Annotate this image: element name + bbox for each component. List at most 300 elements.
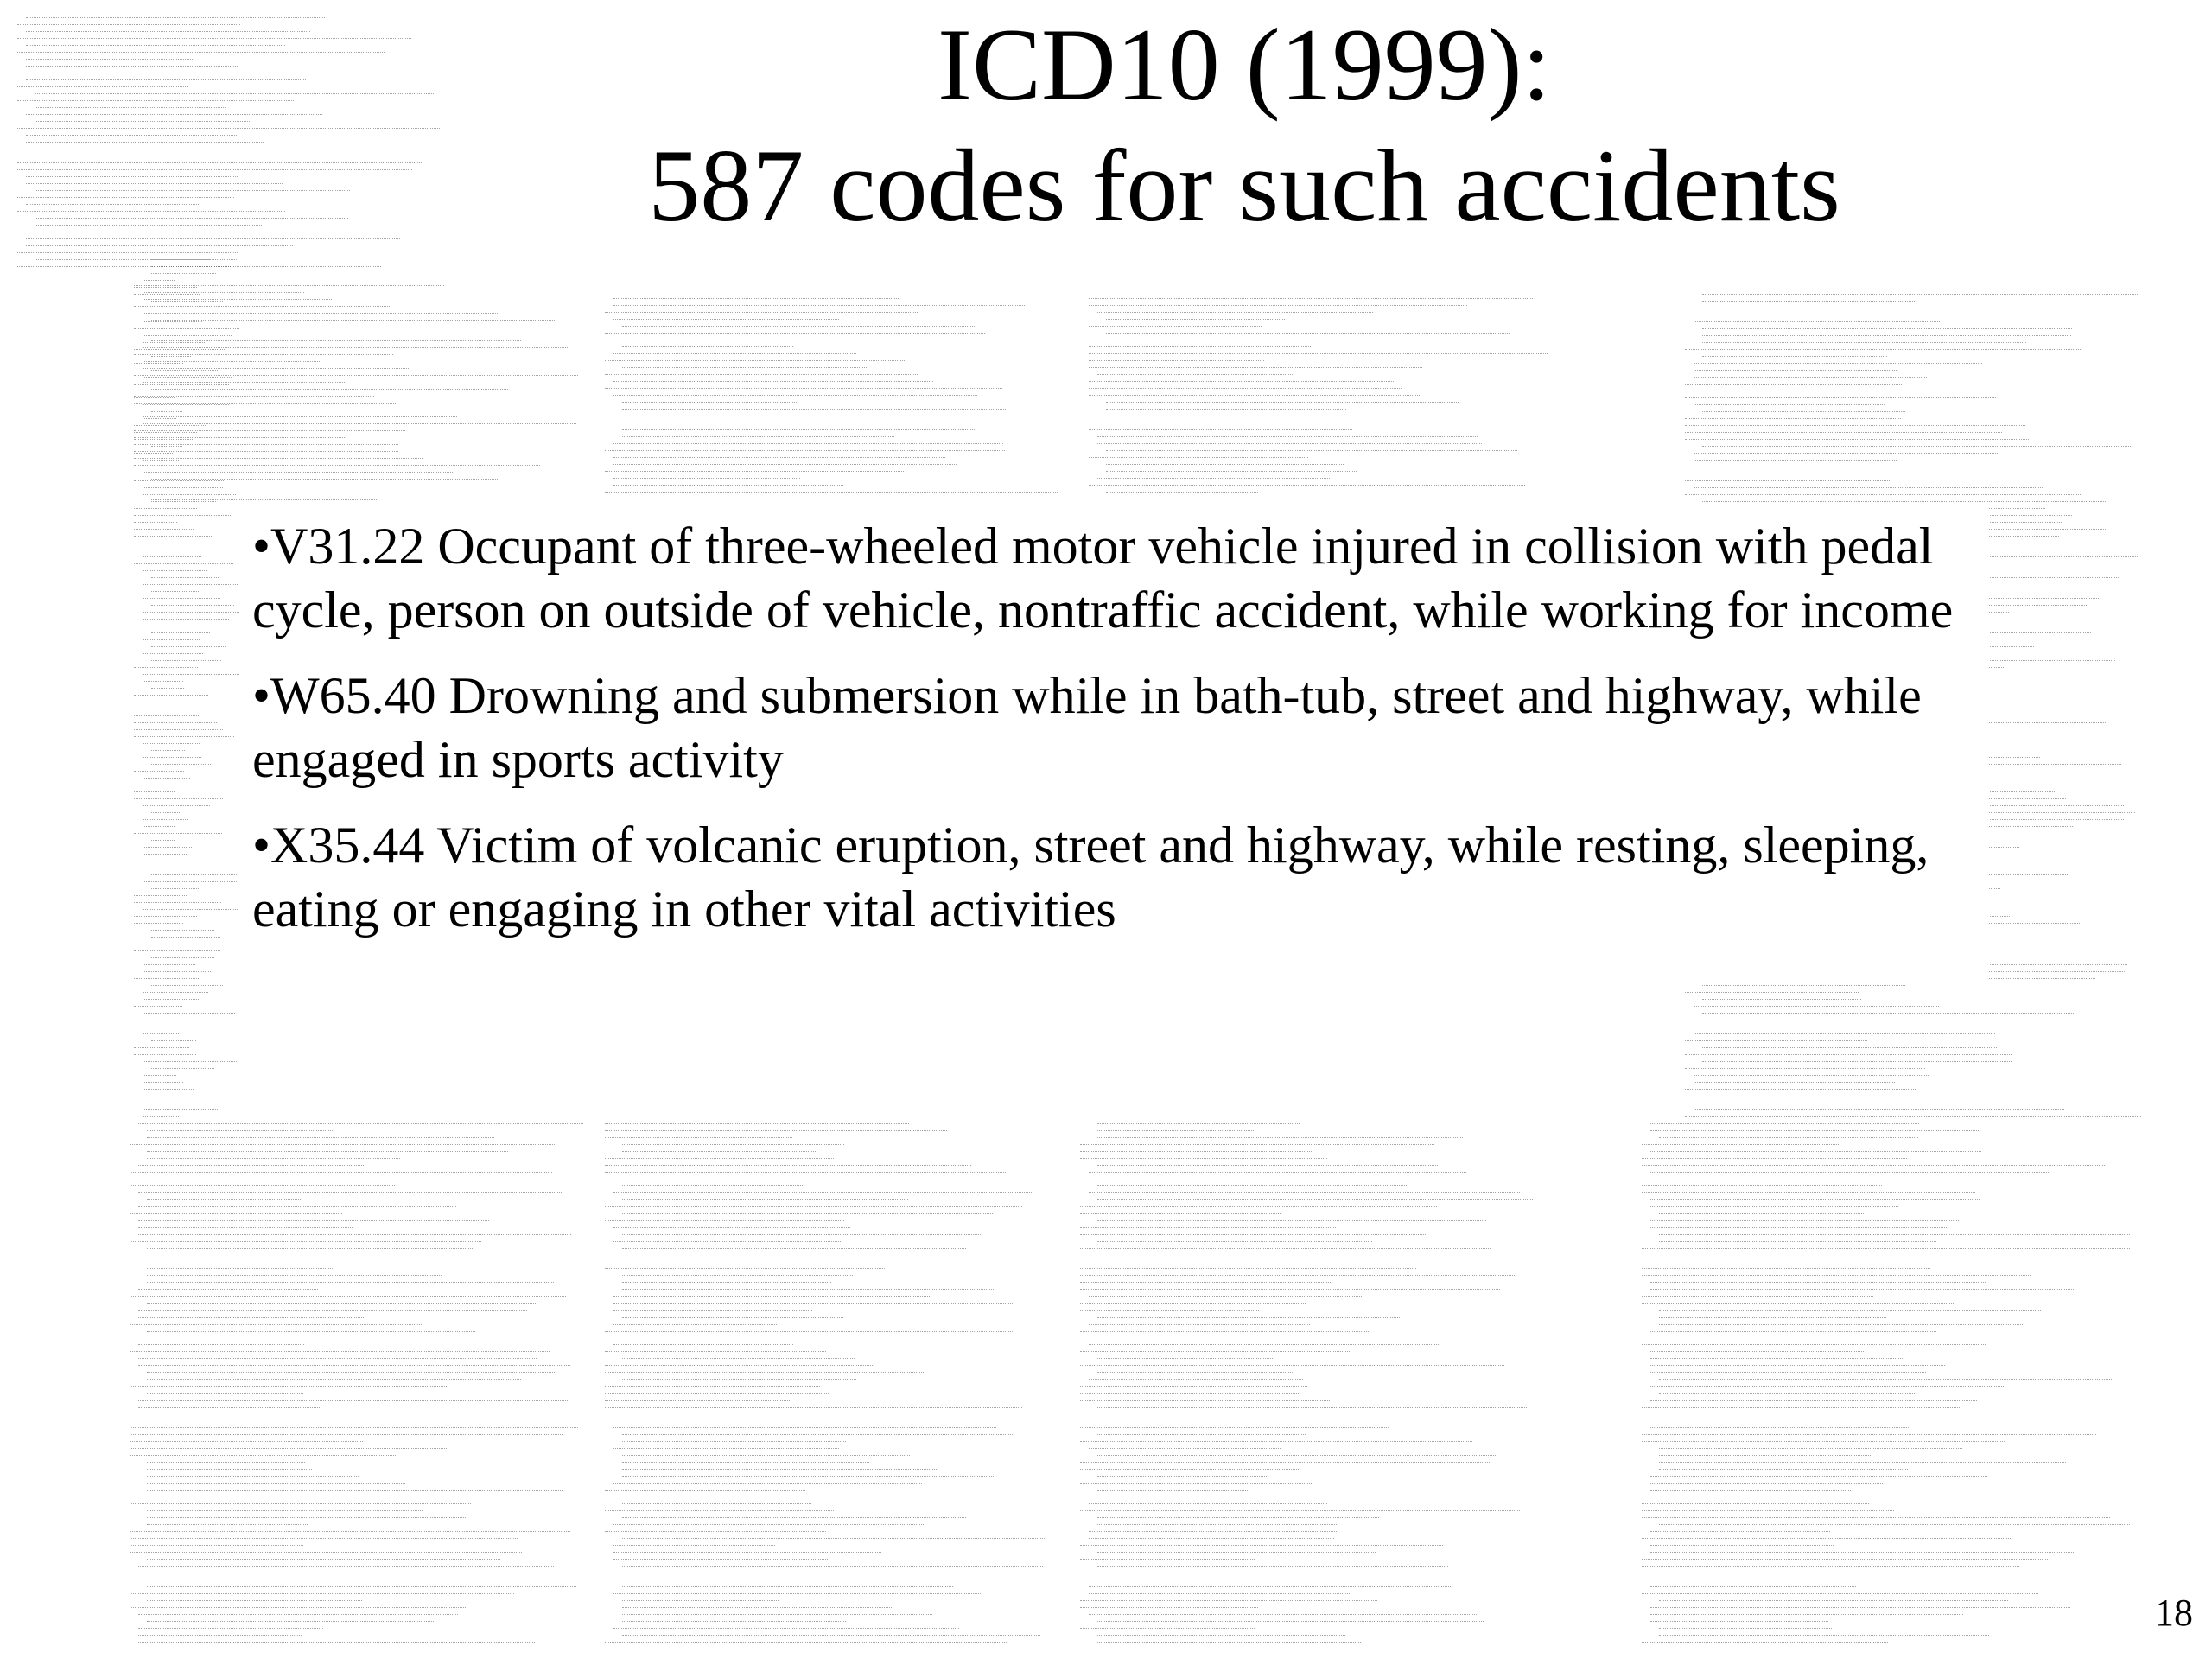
background-code-line [1650, 1421, 1905, 1427]
bullet-text: W65.40 Drowning and submersion while in bath-tub, street and highway, while engaged in sports activity [252, 667, 1922, 788]
background-code-line [143, 1089, 194, 1096]
background-code-line [1659, 1524, 2130, 1531]
background-code-line [1106, 471, 1357, 478]
background-code-line [1089, 1586, 1451, 1593]
background-code-line [138, 1206, 456, 1213]
background-code-line [143, 612, 239, 619]
background-code-line [622, 1151, 817, 1158]
background-code-line [1659, 1213, 1864, 1220]
background-code-line [1642, 1407, 1960, 1414]
background-code-line [143, 639, 200, 646]
background-code-line [1694, 377, 1927, 384]
background-code-line [26, 238, 400, 245]
background-code-line [1089, 1192, 1520, 1199]
background-code-line [130, 1338, 517, 1344]
background-code-line [147, 1421, 483, 1427]
background-code-line [622, 1469, 937, 1476]
background-code-line [622, 1517, 966, 1524]
background-code-line [138, 1358, 537, 1365]
background-code-line [605, 1351, 826, 1358]
bullet-text: V31.22 Occupant of three-wheeled motor vehicle injured in collision with pedal cycle, person on outside of vehicle, nontraffic accident, while working for income [252, 518, 1954, 639]
background-code-line [1080, 1400, 1330, 1407]
background-code-line [1685, 1027, 2034, 1033]
background-code-line [1089, 388, 1402, 395]
background-code-line [1097, 1476, 1267, 1483]
background-code-line [1685, 425, 2025, 432]
background-code-line [1650, 1552, 2075, 1559]
background-code-line [26, 31, 310, 38]
background-code-line [134, 798, 223, 805]
background-code-line [613, 1448, 839, 1455]
background-code-line [35, 218, 348, 225]
background-code-line [143, 1103, 188, 1109]
background-code-line [622, 1282, 831, 1289]
background-code-line [130, 1262, 373, 1268]
background-code-line [130, 1448, 447, 1455]
background-code-line [147, 1130, 333, 1137]
background-code-line [1650, 1386, 2005, 1393]
background-code-line [1650, 1427, 1910, 1434]
background-code-line [1702, 328, 2072, 335]
background-code-line [1659, 1234, 2130, 1241]
background-code-line [1642, 1192, 1975, 1199]
background-code-line [622, 1358, 855, 1365]
background-code-line [147, 1621, 434, 1628]
background-code-line [134, 396, 374, 403]
background-code-line [130, 1144, 555, 1151]
background-code-line [134, 522, 177, 529]
background-code-line [1650, 1531, 1830, 1538]
background-code-line [1650, 1151, 1981, 1158]
background-code-line [1642, 1275, 2031, 1282]
background-code-line [134, 833, 222, 840]
background-code-line [1089, 326, 1262, 333]
background-code-line [605, 1165, 971, 1172]
background-code-line [605, 1407, 1022, 1414]
background-code-line [622, 1199, 908, 1206]
background-code-line [1080, 1268, 1416, 1275]
background-code-line [1685, 397, 1996, 404]
background-code-line [622, 1255, 805, 1262]
background-code-line [1642, 1580, 2012, 1586]
background-code-line [1097, 374, 1293, 381]
background-code-line [613, 1580, 999, 1586]
background-code-line [130, 1386, 447, 1393]
background-code-line [1685, 494, 2082, 501]
background-code-line [1650, 1573, 2110, 1580]
background-code-line [622, 1538, 1045, 1545]
background-code-line [1702, 301, 1915, 308]
background-code-line [1080, 1607, 1258, 1614]
background-code-line [613, 1227, 850, 1234]
background-code-line [1097, 1635, 1345, 1642]
background-code-line [134, 722, 217, 729]
background-code-line [26, 183, 283, 190]
background-code-line [613, 1427, 996, 1434]
background-code-line [1650, 1490, 1851, 1497]
background-code-line [1650, 1220, 1959, 1227]
background-code-line [1097, 1552, 1376, 1559]
background-code-line [1650, 1331, 1936, 1338]
background-code-line [1080, 1338, 1434, 1344]
background-code-line [613, 1552, 881, 1559]
background-code-line [151, 334, 592, 340]
background-code-list-top-left [17, 17, 467, 276]
background-code-line [138, 1635, 302, 1642]
background-code-line [1694, 370, 1897, 377]
background-code-line [1097, 1199, 1533, 1206]
background-code-line [613, 1324, 777, 1331]
background-code-line [130, 1538, 518, 1545]
background-code-line [1097, 1621, 1484, 1628]
background-code-line [134, 465, 540, 472]
background-code-line [1659, 1469, 1908, 1476]
background-code-line [26, 232, 308, 238]
background-code-line [147, 1559, 500, 1566]
background-code-line [1694, 453, 1999, 460]
background-code-line [1659, 1379, 2113, 1386]
background-code-line [147, 1151, 508, 1158]
background-code-line [1642, 1434, 2096, 1441]
background-code-line [147, 1331, 475, 1338]
background-code-line [138, 1407, 320, 1414]
background-code-line [622, 1503, 811, 1510]
background-code-line [1702, 467, 2008, 474]
background-code-line [1694, 460, 1897, 467]
background-code-line [134, 695, 208, 702]
background-code-line [130, 1441, 363, 1448]
background-code-line [1097, 1421, 1451, 1427]
background-code-line [17, 128, 440, 135]
background-code-line [134, 430, 405, 437]
background-code-line [1080, 1213, 1281, 1220]
background-code-line [1089, 499, 1349, 505]
background-code-line [147, 1137, 494, 1144]
background-code-line [1650, 1179, 1893, 1185]
background-code-line [143, 292, 304, 299]
background-code-line [1089, 1538, 1334, 1545]
background-code-line [147, 1586, 576, 1593]
background-code-line [1089, 1503, 1327, 1510]
background-code-line [1089, 1262, 1288, 1268]
background-code-line [1702, 1047, 1997, 1054]
background-code-line [1685, 1020, 1946, 1027]
background-code-line [134, 916, 197, 923]
background-code-line [151, 1020, 235, 1027]
background-code-line [143, 819, 188, 826]
background-code-line [1694, 1075, 1929, 1082]
background-code-line [605, 1400, 791, 1407]
background-code-line [613, 305, 1025, 312]
background-code-line [605, 340, 906, 346]
background-code-line [1659, 1241, 1936, 1248]
background-code-line [1097, 1165, 1438, 1172]
background-code-line [1642, 1165, 2105, 1172]
background-code-line [1097, 1649, 1249, 1656]
background-code-line [143, 598, 220, 605]
background-code-line [1685, 1089, 1916, 1096]
background-code-line [134, 354, 393, 361]
background-code-line [134, 702, 175, 709]
background-code-line [605, 1268, 885, 1275]
background-code-line [134, 868, 215, 874]
background-code-line [134, 410, 378, 416]
background-code-line [1080, 1427, 1389, 1434]
background-code-line [1097, 478, 1330, 485]
background-code-line [151, 930, 214, 937]
background-code-line [151, 888, 200, 895]
background-code-line [134, 1096, 208, 1103]
background-code-line [17, 197, 234, 204]
background-code-line [605, 492, 1058, 499]
background-code-line [151, 709, 207, 715]
background-code-line [1080, 1600, 1377, 1607]
background-code-line [26, 142, 264, 149]
background-code-line [1694, 1006, 1939, 1013]
background-code-line [147, 1517, 467, 1524]
background-code-line [1097, 1524, 1338, 1531]
background-code-line [138, 1642, 535, 1649]
background-code-line [17, 52, 385, 59]
background-code-line [151, 259, 238, 266]
background-code-line [138, 1192, 562, 1199]
background-code-line [1097, 436, 1478, 443]
background-code-line [151, 389, 508, 396]
background-code-line [1089, 457, 1308, 464]
background-code-line [1702, 446, 2131, 453]
background-code-line [151, 812, 180, 819]
background-code-line [1650, 1649, 1868, 1656]
background-code-line [147, 1268, 333, 1275]
background-code-line [138, 1566, 554, 1573]
background-code-line [1106, 409, 1346, 416]
background-code-line [1650, 1586, 1856, 1593]
background-code-line [622, 1607, 893, 1614]
background-code-line [134, 1047, 189, 1054]
background-code-line [1650, 1282, 1986, 1289]
background-code-line [613, 319, 839, 326]
background-code-line [1642, 1248, 2130, 1255]
background-code-line [151, 874, 237, 881]
background-code-line [143, 550, 234, 556]
background-code-line [1097, 312, 1373, 319]
background-code-line [605, 1137, 792, 1144]
background-code-line [143, 1013, 235, 1020]
background-code-line [147, 1303, 537, 1310]
background-code-line [613, 395, 977, 402]
background-code-line [1685, 418, 1901, 425]
background-code-line [1080, 1151, 1313, 1158]
background-code-line [1097, 1137, 1463, 1144]
background-code-line [1650, 1621, 1828, 1628]
background-code-line [1097, 340, 1260, 346]
background-code-line [143, 964, 195, 971]
background-code-line [134, 563, 233, 570]
background-code-line [1642, 1144, 1840, 1151]
background-code-line [35, 121, 250, 128]
background-code-line [143, 854, 188, 861]
background-code-line [134, 536, 213, 543]
background-code-line [622, 1621, 846, 1628]
background-code-line [1650, 1365, 1945, 1372]
background-code-line [613, 499, 846, 505]
background-code-line [622, 1476, 995, 1483]
background-code-line [1702, 999, 1861, 1006]
background-code-line [143, 382, 345, 389]
background-code-line [151, 577, 219, 584]
background-code-line [1650, 1545, 1834, 1552]
background-code-line [143, 299, 332, 306]
background-code-line [130, 1593, 514, 1600]
background-code-line [1080, 1393, 1300, 1400]
background-code-line [605, 423, 886, 429]
background-code-list-bottom-4 [1642, 1123, 2160, 1659]
background-code-line [1694, 1103, 1905, 1109]
background-code-line [1089, 367, 1422, 374]
background-code-line [134, 515, 232, 522]
background-code-line [130, 1185, 395, 1192]
background-code-line [151, 840, 175, 847]
background-code-line [1650, 1497, 1929, 1503]
background-code-line [1106, 423, 1262, 429]
background-code-line [605, 1490, 805, 1497]
background-code-line [1097, 1517, 1379, 1524]
background-code-line [1097, 1130, 1254, 1137]
background-code-line [147, 1469, 312, 1476]
background-code-line [622, 1262, 1000, 1268]
background-code-line [1694, 321, 1940, 328]
background-code-line [1659, 1317, 1886, 1324]
background-code-line [134, 729, 223, 736]
background-code-line [1642, 1503, 1869, 1510]
background-code-line [1097, 1185, 1407, 1192]
background-code-line [1650, 1262, 2014, 1268]
background-code-line [147, 1649, 531, 1656]
background-code-line [605, 1206, 1022, 1213]
background-code-list-mid-2 [605, 298, 1089, 505]
background-code-line [151, 605, 234, 612]
background-code-line [1685, 384, 1902, 391]
background-code-line [1080, 1545, 1443, 1552]
background-code-line [605, 333, 985, 340]
background-code-line [143, 493, 376, 499]
background-code-line [134, 667, 198, 674]
background-code-line [622, 1614, 932, 1621]
background-code-line [605, 1123, 909, 1130]
background-code-line [26, 176, 238, 183]
background-code-line [134, 451, 398, 458]
background-code-line [605, 1510, 834, 1517]
background-code-line [143, 543, 198, 550]
background-code-line [143, 778, 190, 785]
background-code-line [35, 190, 350, 197]
background-code-line [1080, 1386, 1307, 1393]
background-code-line [143, 1082, 183, 1089]
background-code-line [26, 135, 237, 142]
background-code-line [26, 66, 238, 73]
background-code-line [1650, 1476, 1987, 1483]
background-code-line [143, 472, 453, 479]
background-code-line [1089, 1448, 1281, 1455]
background-code-line [130, 1255, 475, 1262]
background-code-line [605, 1172, 1007, 1179]
background-code-line [26, 79, 306, 86]
background-code-line [613, 1593, 982, 1600]
background-code-line [1650, 1227, 1947, 1234]
background-code-line [1089, 305, 1467, 312]
background-code-line [147, 1580, 513, 1586]
background-code-line [1089, 1497, 1292, 1503]
background-code-line [143, 847, 192, 854]
background-code-line [622, 1179, 937, 1185]
background-code-line [143, 1033, 179, 1040]
background-code-line [138, 1220, 489, 1227]
background-code-line [130, 1531, 570, 1538]
background-code-line [605, 1158, 834, 1165]
background-code-line [1685, 480, 1890, 487]
background-code-line [1089, 1379, 1303, 1386]
bullet-mark: • [252, 518, 271, 575]
background-code-line [605, 1386, 820, 1393]
background-code-line [605, 360, 905, 367]
background-code-line [1080, 1227, 1336, 1234]
background-code-line [1080, 1469, 1299, 1476]
background-code-line [17, 252, 238, 259]
background-code-line [1080, 1234, 1426, 1241]
background-code-line [613, 1628, 959, 1635]
background-code-line [1694, 1109, 2064, 1116]
background-code-line [1642, 1538, 2011, 1545]
background-code-line [151, 1068, 214, 1075]
background-code-line [134, 375, 578, 382]
background-code-line [134, 285, 444, 292]
background-code-line [622, 1379, 856, 1386]
background-code-line [1642, 1593, 2038, 1600]
background-code-line [613, 353, 856, 360]
background-code-line [1685, 391, 1903, 397]
background-code-line [151, 273, 216, 280]
background-code-line [1694, 1082, 1895, 1089]
background-code-line [147, 1510, 423, 1517]
background-code-line [1650, 1289, 2074, 1296]
background-code-line [622, 1462, 869, 1469]
background-code-line [130, 1503, 471, 1510]
background-code-line [1642, 1517, 2110, 1524]
background-code-line [138, 1234, 571, 1241]
background-code-line [1080, 1462, 1491, 1469]
background-code-line [143, 584, 238, 591]
background-code-line [622, 429, 975, 436]
background-code-line [147, 1476, 359, 1483]
background-code-line [613, 1192, 1033, 1199]
background-code-line [1080, 1628, 1255, 1635]
background-code-line [1097, 1317, 1400, 1324]
background-code-line [138, 1497, 543, 1503]
background-code-line [134, 437, 345, 444]
background-code-line [151, 591, 200, 598]
background-code-line [147, 1524, 308, 1531]
background-code-line [26, 156, 269, 162]
background-code-line [1702, 1061, 2012, 1068]
background-code-line [35, 73, 217, 79]
slide-title-line-1: ICD10 (1999): [938, 7, 1551, 122]
bullet-item [252, 813, 1980, 941]
background-code-line [151, 660, 221, 667]
background-code-line [622, 1289, 995, 1296]
background-code-line [138, 1614, 458, 1621]
background-code-line [1650, 1400, 1977, 1407]
background-code-line [1650, 1172, 2049, 1179]
